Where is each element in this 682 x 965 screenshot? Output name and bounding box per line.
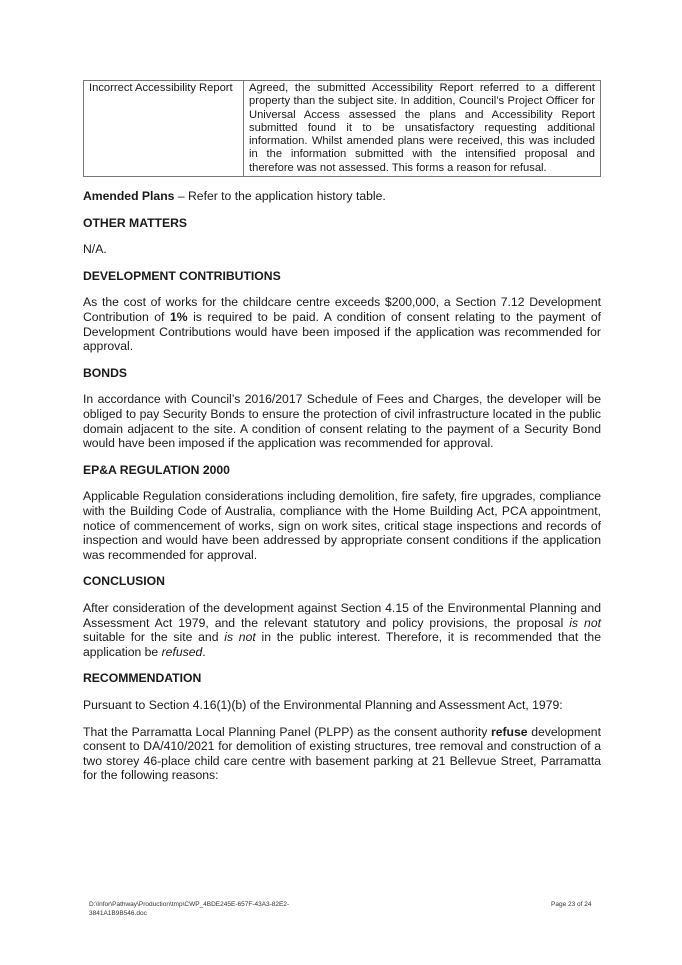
conclusion-part: suitable for the site and bbox=[83, 630, 225, 645]
amended-plans-label: Amended Plans bbox=[83, 189, 175, 204]
recommendation-pursuant: Pursuant to Section 4.16(1)(b) of the Environmental Planning and Assessment Act, 1979: bbox=[83, 697, 563, 712]
conclusion-part: in the public interest. Therefore, it is recommended that the application be bbox=[83, 630, 601, 659]
footer-page-number: Page 23 of 24 bbox=[551, 901, 592, 908]
conclusion-part: After consideration of the development against Section 4.15 of the Environmental Planning and Assessment Act 1979, and the relevant statutory and policy provisions, the proposal bbox=[83, 600, 601, 630]
development-contributions-text bbox=[83, 295, 601, 353]
other-matters-heading: OTHER MATTERS bbox=[83, 215, 188, 230]
issues-table bbox=[83, 80, 601, 177]
dc-percentage: 1% bbox=[169, 310, 188, 325]
regulation-heading: EP&A REGULATION 2000 bbox=[83, 462, 230, 477]
recommendation-part: That the Parramatta Local Planning Panel (PLPP) as the consent authority bbox=[83, 724, 491, 739]
footer-path-line: 3841A1B9B546.doc bbox=[89, 910, 147, 917]
dc-text-before: As the cost of works for the childcare centre exceeds $200,000, a Section 7.12 Development Contribution of bbox=[83, 295, 601, 325]
response-cell: Agreed, the submitted Accessibility Report referred to a different property than the subject site. In addition, Council’s Project Officer for Universal Access assessed the plans and Accessibility Report submitted found it to be unsatisfactory requesting additional information. Whilst amended plans were received, this was included in the information submitted with the intensified proposal and therefore was not assessed. This forms a reason for refusal. bbox=[244, 81, 601, 177]
document-page bbox=[83, 80, 601, 783]
amended-plans-paragraph bbox=[83, 189, 601, 204]
recommendation-heading: RECOMMENDATION bbox=[83, 671, 202, 686]
conclusion-heading: CONCLUSION bbox=[83, 574, 165, 589]
footer-file-path bbox=[89, 900, 339, 918]
recommendation-refuse: refuse bbox=[490, 724, 528, 739]
bonds-heading: BONDS bbox=[83, 365, 128, 380]
footer-path-line: D:\Infor\Pathway\Production\tmp\CWP_4BDE245E-657F-43A3-82E2- bbox=[89, 901, 290, 908]
development-contributions-heading: DEVELOPMENT CONTRIBUTIONS bbox=[83, 268, 281, 283]
other-matters-text: N/A. bbox=[83, 242, 107, 257]
bonds-text: In accordance with Council’s 2016/2017 Schedule of Fees and Charges, the developer will be obliged to pay Security Bonds to ensure the protection of civil infrastructure located in the public domain adjacent to the site. A condition of consent relating to the payment of a Security Bond would have been imposed if the application was recommended for approval. bbox=[83, 392, 601, 451]
dc-text-after: is required to be paid. A condition of consent relating to the payment of Development Contributions would have been imposed if the application was recommended for approval. bbox=[83, 310, 601, 354]
conclusion-part: . bbox=[202, 644, 206, 659]
regulation-text: Applicable Regulation considerations including demolition, fire safety, fire upgrades, compliance with the Building Code of Australia, compliance with the Home Building Act, PCA appointment, notice of commencement of works, sign on work sites, critical stage inspections and records of inspection and would have been addressed by appropriate consent conditions if the application was recommended for approval. bbox=[83, 489, 601, 562]
conclusion-emphasis: is not bbox=[224, 630, 256, 645]
recommendation-part: development consent to DA/410/2021 for demolition of existing structures, tree removal and construction of a two storey 46-place child care centre with basement parking at 21 Bellevue Street, Parramatta for the following reasons: bbox=[83, 724, 601, 783]
conclusion-text bbox=[83, 601, 601, 659]
conclusion-emphasis: refused bbox=[161, 644, 203, 659]
table-row bbox=[84, 81, 601, 177]
issue-cell: Incorrect Accessibility Report bbox=[84, 81, 244, 177]
conclusion-emphasis: is not bbox=[569, 615, 601, 630]
amended-plans-text: – Refer to the application history table. bbox=[174, 189, 386, 204]
recommendation-text bbox=[83, 725, 601, 783]
